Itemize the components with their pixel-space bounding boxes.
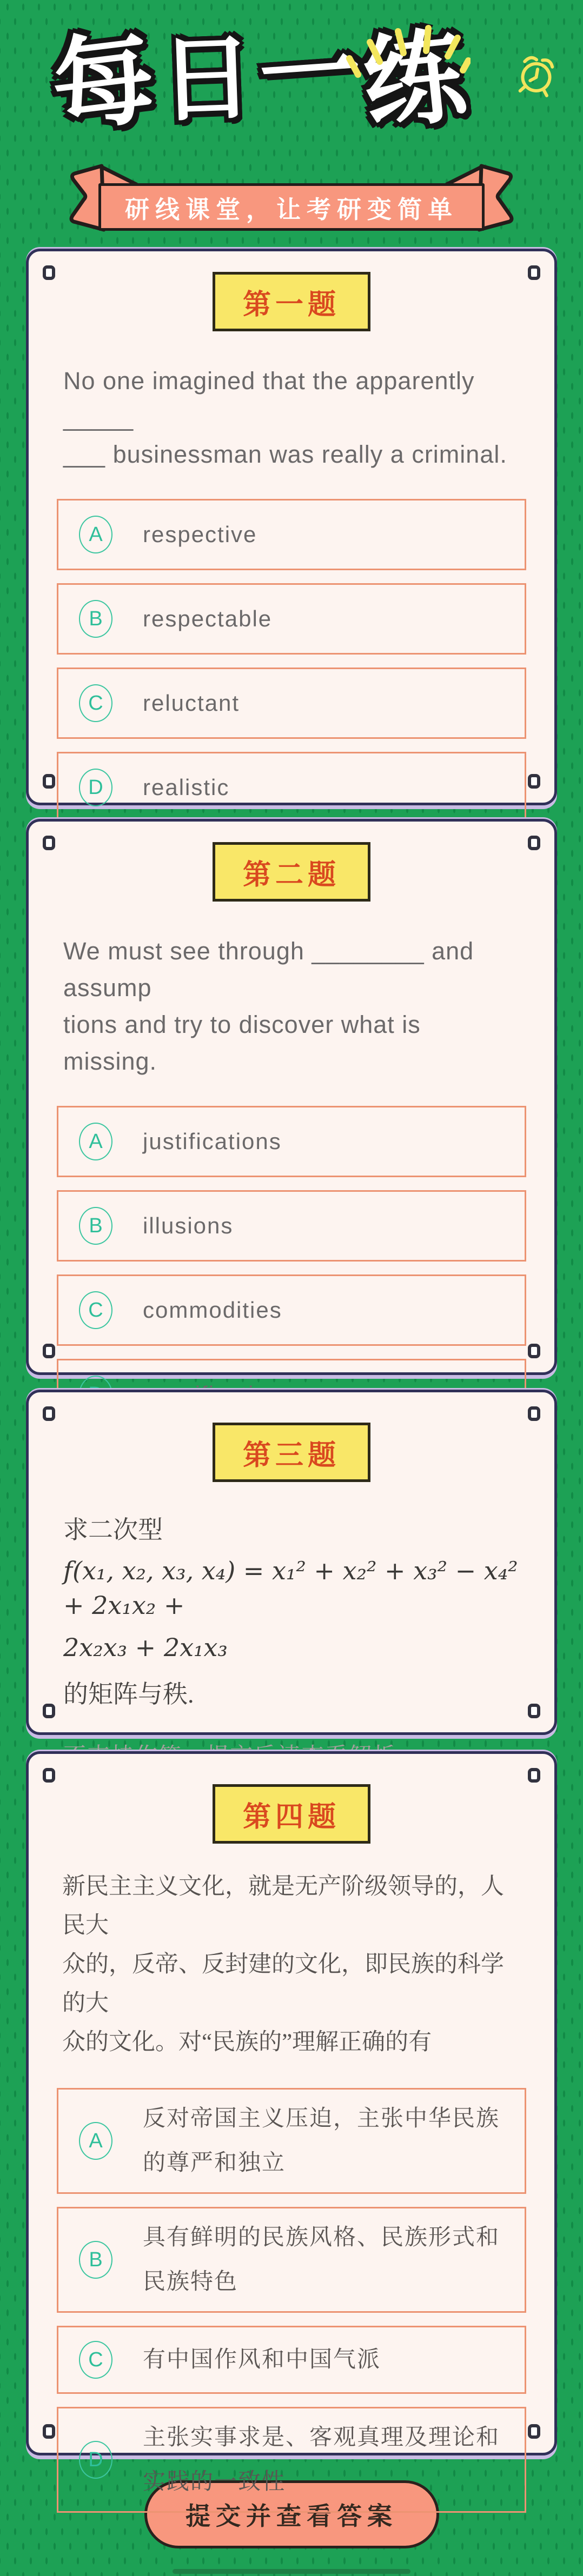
option-text: respective: [143, 522, 257, 547]
tagline-text: 研线课堂，让考研变简单: [124, 196, 458, 223]
screw-icon: [528, 836, 540, 850]
option-text: respectable: [143, 606, 273, 631]
question-intro: 求二次型: [63, 1516, 163, 1544]
question-card-4: [26, 1751, 557, 2494]
question-text: No one imagined that the apparently _____ ___ businessman was really a criminal.: [63, 367, 507, 468]
option-letter-badge: B: [79, 1207, 112, 1245]
option-letter-badge: B: [79, 600, 112, 638]
formula-line-2: 2x₂x₃ + 2x₁x₃: [63, 1633, 228, 1662]
page-title: 每日一练: [45, 14, 473, 145]
option-letter-badge: C: [79, 2341, 112, 2379]
option-text: 有中国作风和中国气派: [143, 2347, 381, 2372]
question-number-badge: [213, 272, 370, 331]
question-card-1: [26, 249, 557, 805]
question-number: 第四题: [242, 1801, 340, 1833]
option-letter-badge: A: [79, 2122, 112, 2160]
option-c[interactable]: [57, 1274, 526, 1346]
option-text: illusions: [143, 1213, 234, 1238]
option-letter-badge: B: [79, 2241, 112, 2279]
option-b[interactable]: [57, 2207, 526, 2313]
tagline-banner: [98, 183, 485, 231]
option-text: 主张实事求是、客观真理及理论和实践的一致性: [143, 2425, 500, 2494]
option-letter-badge: C: [79, 1291, 112, 1329]
option-a[interactable]: [57, 1106, 526, 1177]
option-text: realistic: [143, 775, 230, 800]
screw-icon: [528, 2424, 540, 2439]
screw-icon: [528, 265, 540, 280]
formula-line-1: f(x₁, x₂, x₃, x₄) = x₁² + x₂² + x₃² − x₄² + 2x₁x₂ +: [63, 1556, 518, 1620]
screw-icon: [43, 1768, 55, 1783]
option-text: 反对帝国主义压迫，主张中华民族的尊严和独立: [143, 2106, 500, 2175]
question-card-3: [26, 1390, 557, 1735]
option-b[interactable]: [57, 1190, 526, 1262]
question-outro: 的矩阵与秩.: [63, 1680, 194, 1708]
screw-icon: [43, 1406, 55, 1421]
tagline-ribbon: [67, 159, 516, 239]
option-c[interactable]: [57, 2326, 526, 2394]
question-card-2: [26, 819, 557, 1375]
option-d[interactable]: [57, 752, 526, 823]
question-text: 新民主主义文化，就是无产阶级领导的，人民大 众的，反帝、反封建的文化，即民族的科学的大 众的文化。对“民族的”理解正确的有: [62, 1874, 504, 2055]
question-number: 第一题: [242, 289, 340, 321]
screw-icon: [43, 1704, 55, 1718]
option-letter-badge: D: [79, 769, 112, 806]
option-a[interactable]: [57, 499, 526, 570]
option-text: 具有鲜明的民族风格、民族形式和民族特色: [143, 2225, 500, 2294]
option-letter-badge: A: [79, 1123, 112, 1160]
screw-icon: [43, 774, 55, 789]
sparkle-rays-icon: [346, 21, 471, 80]
screw-icon: [528, 1344, 540, 1358]
screw-icon: [528, 774, 540, 789]
option-letter-badge: A: [79, 516, 112, 553]
screw-icon: [528, 1768, 540, 1783]
header: [0, 0, 583, 249]
option-letter-badge: D: [79, 2441, 112, 2479]
option-c[interactable]: [57, 668, 526, 739]
alarm-clock-icon: [510, 49, 562, 102]
option-a[interactable]: [57, 2088, 526, 2194]
option-text: reluctant: [143, 690, 240, 716]
options-list: [29, 2088, 554, 2513]
option-text: commodities: [143, 1297, 282, 1323]
question-number-badge: [213, 1784, 370, 1844]
option-letter-badge: C: [79, 684, 112, 722]
option-b[interactable]: [57, 583, 526, 655]
screw-icon: [43, 836, 55, 850]
question-number: 第二题: [242, 859, 340, 891]
question-text: We must see through ________ and assump tions and try to discover what is missing.: [63, 937, 474, 1075]
home-indicator[interactable]: [173, 2569, 410, 2574]
question-number: 第三题: [242, 1440, 340, 1471]
submit-button-label: 提交并查看答案: [186, 2502, 398, 2530]
option-text: justifications: [143, 1129, 282, 1154]
options-list: [29, 499, 554, 823]
screw-icon: [43, 1344, 55, 1358]
screw-icon: [528, 1406, 540, 1421]
option-d[interactable]: [57, 2407, 526, 2513]
screw-icon: [528, 1704, 540, 1718]
screw-icon: [43, 2424, 55, 2439]
options-list: [29, 1106, 554, 1430]
screw-icon: [43, 265, 55, 280]
question-number-badge: [213, 1423, 370, 1482]
question-number-badge: [213, 842, 370, 902]
